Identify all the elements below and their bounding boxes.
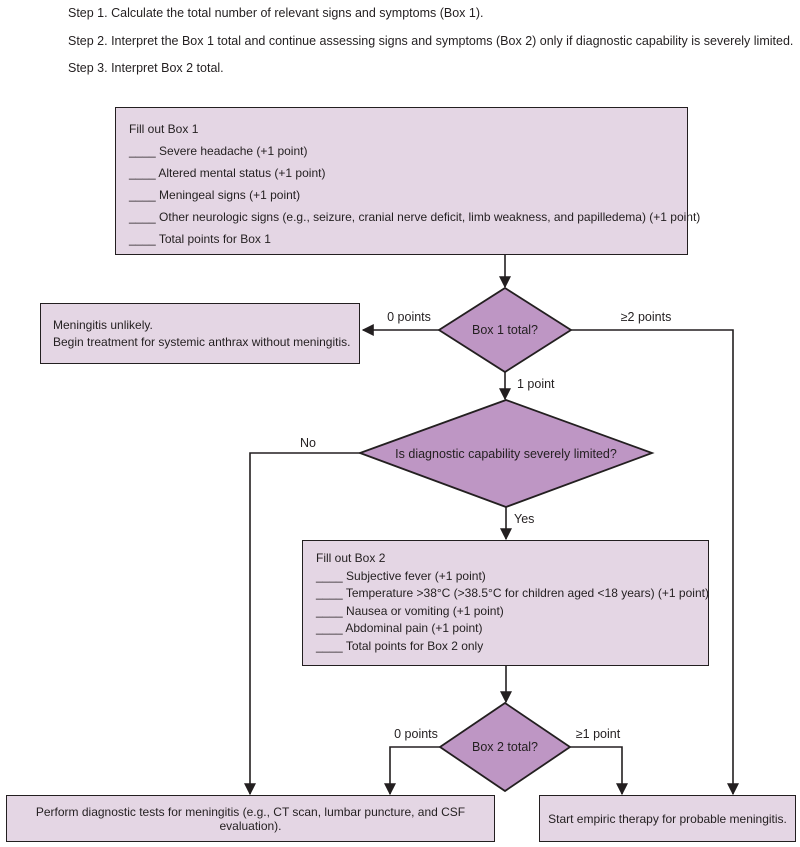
box2-item: ____ Nausea or vomiting (+1 point) xyxy=(316,603,504,618)
edge-label-0-points-decision3: 0 points xyxy=(394,727,438,741)
connector-decision3-ge1point-to-therapy xyxy=(570,747,622,794)
outcome-therapy-box xyxy=(539,795,796,842)
edge-label-no: No xyxy=(300,436,316,450)
outcome-unlikely-box xyxy=(40,303,360,364)
outcome-tests-text: Perform diagnostic tests for meningitis (e.g., CT scan, lumbar puncture, and CSF evaluation). xyxy=(35,804,466,833)
edge-label-ge1-point: ≥1 point xyxy=(575,727,621,741)
edge-label-yes: Yes xyxy=(514,512,535,526)
box2-item: ____ Total points for Box 2 only xyxy=(316,638,484,653)
box2-item: ____ Temperature >38°C (>38.5°C for children aged <18 years) (+1 point) xyxy=(316,586,709,600)
decision3-label: Box 2 total? xyxy=(471,740,538,754)
outcome-tests-box xyxy=(6,795,495,842)
decision1-label: Box 1 total? xyxy=(471,323,538,337)
step-1-text: Step 1. Calculate the total number of relevant signs and symptoms (Box 1). xyxy=(68,6,484,20)
box2-item: ____ Subjective fever (+1 point) xyxy=(316,568,486,583)
box1-title: Fill out Box 1 xyxy=(129,122,199,136)
box1-item: ____ Meningeal signs (+1 point) xyxy=(129,188,301,202)
edge-label-ge2-points: ≥2 points xyxy=(620,310,672,324)
box1-panel xyxy=(115,107,701,255)
box2-item: ____ Abdominal pain (+1 point) xyxy=(316,621,483,635)
decision2-label: Is diagnostic capability severely limited? xyxy=(395,446,617,461)
box1-item: ____ Other neurologic signs (e.g., seizure, cranial nerve deficit, limb weakness, and papilledema) (+1 point) xyxy=(129,210,701,224)
edge-label-1-point: 1 point xyxy=(517,377,555,391)
step-3-text: Step 3. Interpret Box 2 total. xyxy=(68,61,224,75)
edge-label-0-points-decision1: 0 points xyxy=(387,310,431,324)
connector-decision3-0points-to-tests xyxy=(390,747,440,794)
box2-title: Fill out Box 2 xyxy=(316,551,386,565)
box1-item: ____ Altered mental status (+1 point) xyxy=(129,166,326,180)
outcome-unlikely-line1: Meningitis unlikely. xyxy=(53,317,153,332)
box1-item: ____ Severe headache (+1 point) xyxy=(129,144,308,158)
outcome-unlikely-line2: Begin treatment for systemic anthrax without meningitis. xyxy=(53,334,351,349)
step-2-text: Step 2. Interpret the Box 1 total and continue assessing signs and symptoms (Box 2) only if diagnostic capability is severely limited. xyxy=(68,34,794,48)
box1-item: ____ Total points for Box 1 xyxy=(129,232,271,246)
outcome-therapy-text: Start empiric therapy for probable meningitis. xyxy=(548,811,787,826)
box2-panel xyxy=(302,540,709,666)
